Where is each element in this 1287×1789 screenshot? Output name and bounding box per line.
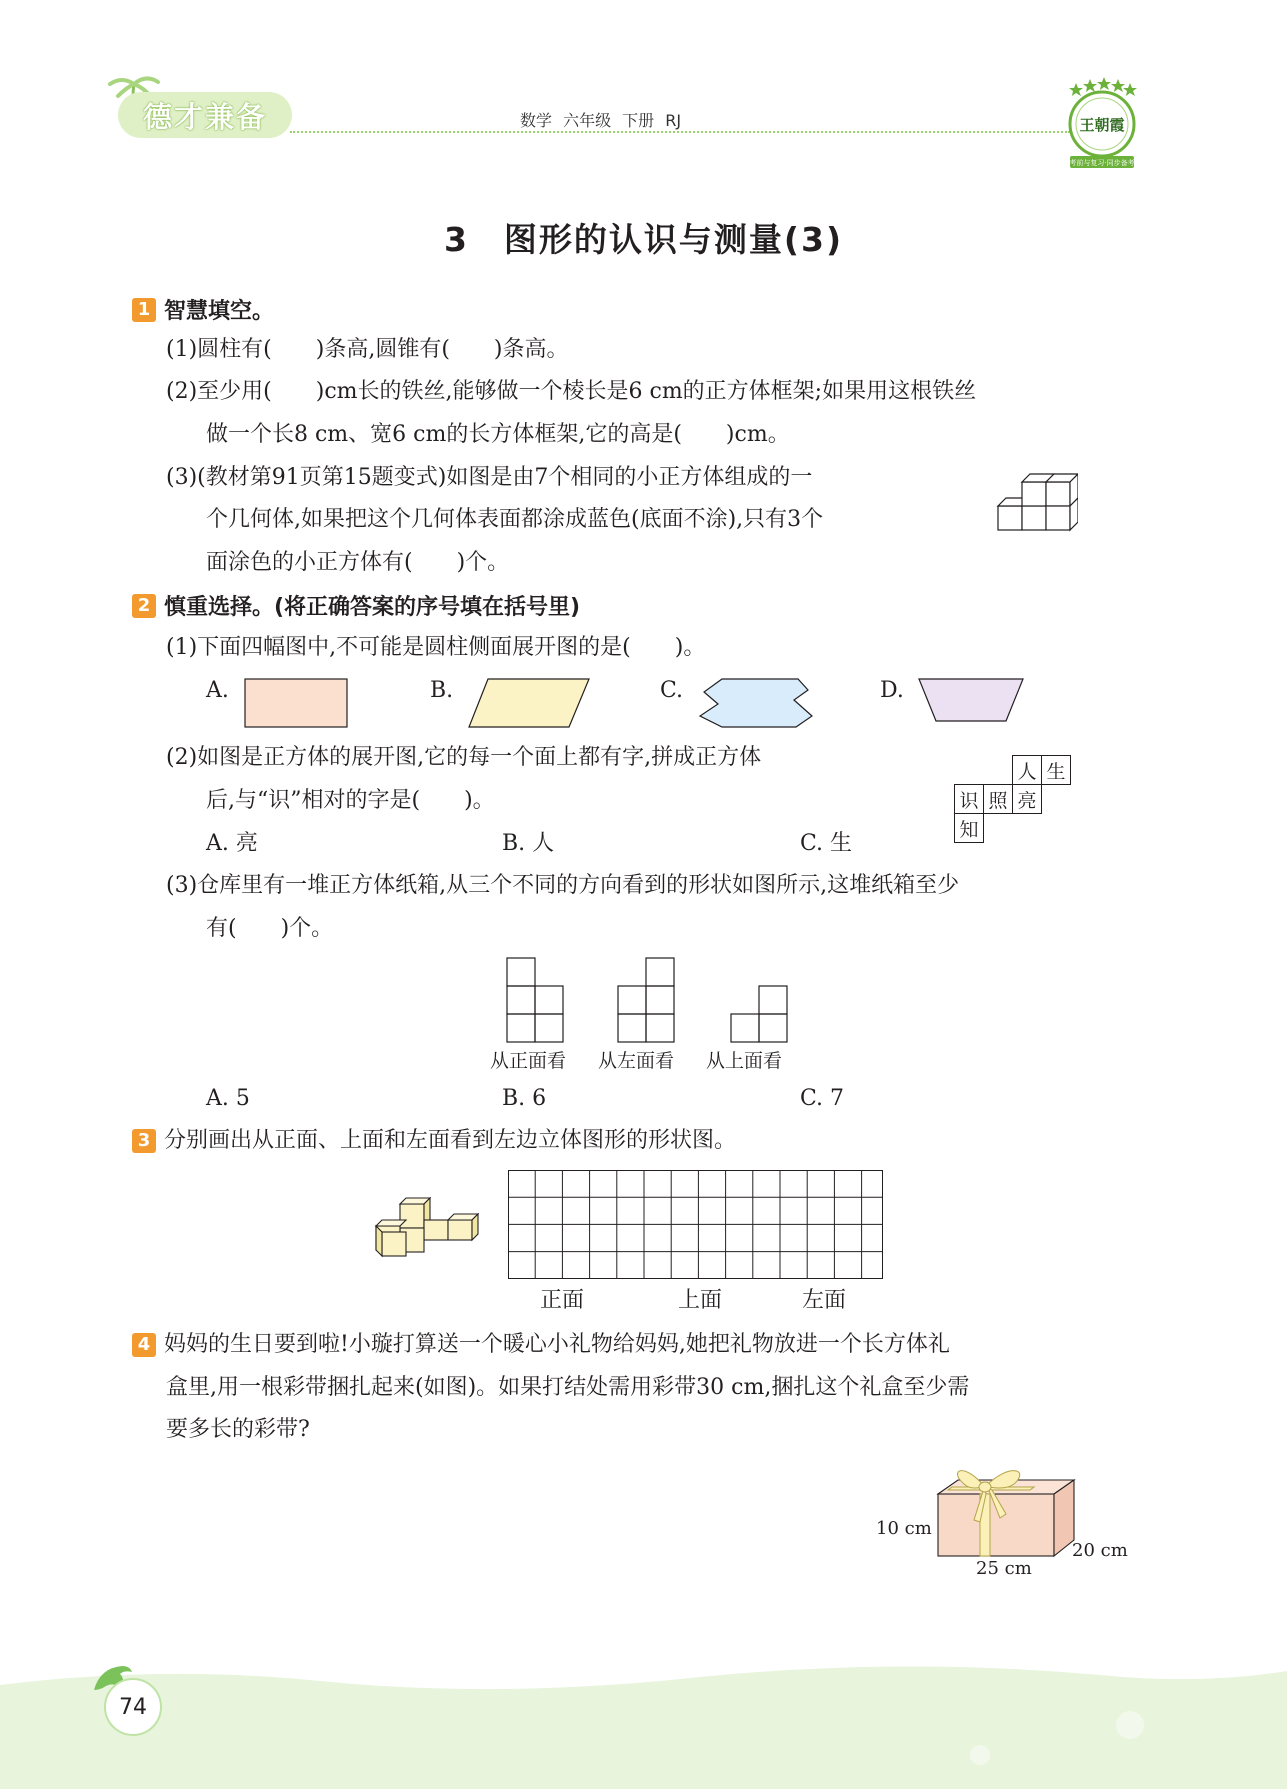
question-4-line2: 盒里,用一根彩带捆扎起来(如图)。如果打结处需用彩带30 cm,捆扎这个礼盒至少需 bbox=[166, 1375, 970, 1400]
section-number: 4 bbox=[132, 1333, 156, 1357]
question-2-3-line2: 有( )个。 bbox=[206, 916, 334, 941]
option-a: A. 5 bbox=[206, 1086, 250, 1111]
header-divider bbox=[290, 131, 1070, 133]
drawing-grid[interactable] bbox=[508, 1170, 884, 1280]
box-height-label: 10 cm bbox=[876, 1518, 932, 1539]
views-drawing bbox=[505, 956, 805, 1044]
section-number: 3 bbox=[132, 1129, 156, 1153]
question-1-3-line1: (3)(教材第91页第15题变式)如图是由7个相同的小正方体组成的一 bbox=[166, 465, 813, 490]
option-c-label: C. bbox=[660, 678, 684, 703]
net-face: 照 bbox=[983, 784, 1013, 814]
option-b-label: B. bbox=[430, 678, 454, 703]
option-c: C. 7 bbox=[800, 1086, 845, 1111]
grid-label-left: 左面 bbox=[802, 1288, 847, 1313]
question-4-line3: 要多长的彩带? bbox=[166, 1417, 310, 1442]
section-title: 智慧填空。 bbox=[164, 299, 275, 324]
view-label-left: 从左面看 bbox=[598, 1050, 675, 1072]
section-title: 分别画出从正面、上面和左面看到左边立体图形的形状图。 bbox=[164, 1128, 737, 1153]
question-4-line1: 妈妈的生日要到啦!小璇打算送一个暖心小礼物给妈妈,她把礼物放进一个长方体礼 bbox=[164, 1332, 950, 1357]
option-a: A. 亮 bbox=[206, 831, 258, 856]
net-face: 生 bbox=[1041, 755, 1071, 785]
section-title: 慎重选择。(将正确答案的序号填在括号里) bbox=[164, 595, 581, 620]
cube-solid-figure bbox=[996, 468, 1078, 532]
section-4-heading bbox=[132, 1330, 950, 1360]
trapezoid-shape bbox=[918, 678, 1024, 722]
net-face: 知 bbox=[954, 813, 984, 843]
rectangle-shape bbox=[244, 678, 348, 728]
section-number: 1 bbox=[132, 298, 156, 322]
view-label-top: 从上面看 bbox=[706, 1050, 783, 1072]
grid-label-front: 正面 bbox=[540, 1288, 585, 1313]
page-title: 3 图形的认识与测量(3) bbox=[443, 220, 844, 259]
question-2-1: (1)下面四幅图中,不可能是圆柱侧面展开图的是( )。 bbox=[166, 635, 706, 660]
option-b: B. 6 bbox=[502, 1086, 547, 1111]
question-1-2-line1: (2)至少用( )cm长的铁丝,能够做一个棱长是6 cm的正方体框架;如果用这根铁丝 bbox=[166, 379, 977, 404]
net-face: 人 bbox=[1012, 755, 1042, 785]
cube-net bbox=[948, 755, 1078, 855]
page-number: 74 bbox=[104, 1678, 162, 1736]
section-number: 2 bbox=[132, 594, 156, 618]
net-face: 识 bbox=[954, 784, 984, 814]
option-a-label: A. bbox=[206, 678, 229, 703]
question-1-2-line2: 做一个长8 cm、宽6 cm的长方体框架,它的高是( )cm。 bbox=[206, 422, 790, 447]
svg-text:考前与复习·同步备考: 考前与复习·同步备考 bbox=[1069, 159, 1135, 167]
three-views bbox=[505, 956, 805, 1044]
question-2-3-line1: (3)仓库里有一堆正方体纸箱,从三个不同的方向看到的形状如图所示,这堆纸箱至少 bbox=[166, 873, 960, 898]
section-3-heading bbox=[132, 1126, 736, 1156]
footer-background bbox=[0, 1655, 1287, 1789]
section-1-heading bbox=[132, 294, 274, 325]
brand-logo: 德才兼备 bbox=[118, 92, 292, 138]
publisher-badge-icon bbox=[1062, 74, 1142, 172]
svg-text:王朝霞: 王朝霞 bbox=[1079, 116, 1125, 134]
box-length-label: 25 cm bbox=[976, 1558, 1032, 1579]
option-b: B. 人 bbox=[502, 831, 555, 856]
question-1-3-line2: 个几何体,如果把这个几何体表面都涂成蓝色(底面不涂),只有3个 bbox=[206, 507, 824, 532]
question-2-2-line2: 后,与“识”相对的字是( )。 bbox=[206, 788, 495, 813]
section-2-heading bbox=[132, 590, 580, 621]
parallelogram-shape bbox=[468, 678, 590, 728]
question-1-1: (1)圆柱有( )条高,圆锥有( )条高。 bbox=[166, 337, 569, 362]
grid-label-top: 上面 bbox=[678, 1288, 723, 1313]
question-2-2-line1: (2)如图是正方体的展开图,它的每一个面上都有字,拼成正方体 bbox=[166, 745, 762, 770]
cube-solid-figure-2 bbox=[372, 1196, 480, 1258]
option-c: C. 生 bbox=[800, 831, 853, 856]
zigzag-shape bbox=[698, 678, 814, 728]
net-face: 亮 bbox=[1012, 784, 1042, 814]
view-label-front: 从正面看 bbox=[490, 1050, 567, 1072]
question-1-3-line3: 面涂色的小正方体有( )个。 bbox=[206, 550, 510, 575]
gift-box-icon bbox=[934, 1456, 1076, 1558]
book-meta: 数学 六年级 下册 RJ bbox=[520, 111, 682, 130]
option-d-label: D. bbox=[880, 678, 904, 703]
box-width-label: 20 cm bbox=[1072, 1540, 1128, 1561]
